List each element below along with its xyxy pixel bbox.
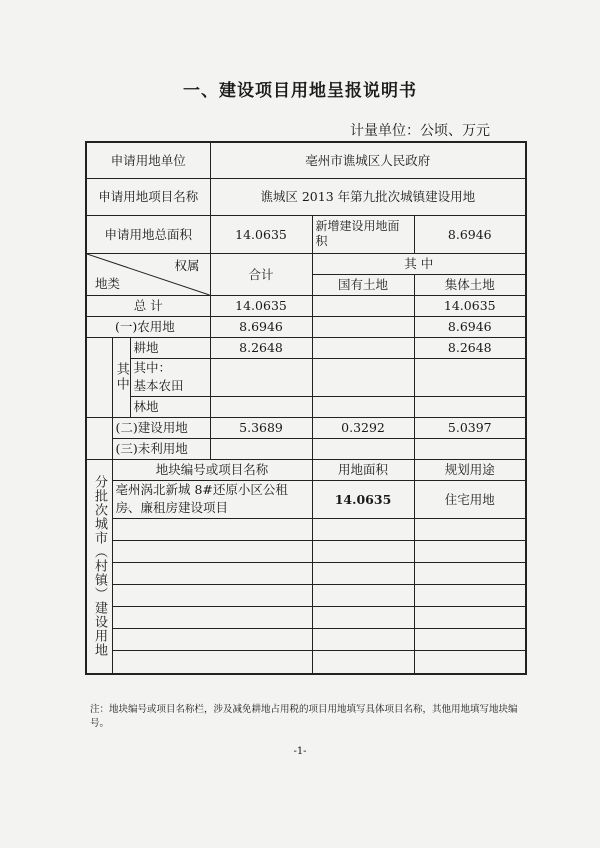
state-land-header: 国有土地 xyxy=(312,274,414,295)
project-value: 谯城区 2013 年第九批次城镇建设用地 xyxy=(210,178,526,215)
blank-margin-cell xyxy=(86,438,112,459)
unused-sum xyxy=(210,438,312,459)
land-use-form-table xyxy=(85,141,527,675)
agri-sum: 8.6946 xyxy=(210,316,312,337)
batch-item-name: 亳州涡北新城 8#还原小区公租房、廉租房建设项目 xyxy=(112,480,312,519)
of-which-header: 其 中 xyxy=(312,253,526,274)
ownership-header: 权属 xyxy=(174,257,200,273)
unused-row xyxy=(86,438,526,459)
basic-farmland-collective xyxy=(414,358,526,396)
total-collective: 14.0635 xyxy=(414,295,526,316)
batch-empty-row xyxy=(86,519,526,541)
construction-collective: 5.0397 xyxy=(414,417,526,438)
applicant-row xyxy=(86,142,526,178)
forest-state xyxy=(312,396,414,417)
project-row xyxy=(86,178,526,215)
total-label: 总 计 xyxy=(86,295,210,316)
basic-farmland-label: 其中： 基本农田 xyxy=(130,358,210,396)
construction-row xyxy=(86,417,526,438)
basic-farmland-sum xyxy=(210,358,312,396)
unit-label: 计量单位：公顷、万元 xyxy=(350,123,490,139)
batch-empty-row xyxy=(86,629,526,651)
collective-land-header: 集体土地 xyxy=(414,274,526,295)
new-construction-label: 新增建设用地面积 xyxy=(312,215,414,253)
batch-item-row xyxy=(86,480,526,519)
agri-label: (一)农用地 xyxy=(86,316,210,337)
qizhong-vertical-label: 其中 xyxy=(112,337,130,417)
agri-state xyxy=(312,316,414,337)
page-number: -1- xyxy=(293,746,307,757)
batch-empty-row xyxy=(86,607,526,629)
blank-margin-cell xyxy=(86,417,112,438)
total-area-label: 申请用地总面积 xyxy=(86,215,210,253)
forest-label: 林地 xyxy=(130,396,210,417)
cultivated-label: 耕地 xyxy=(130,337,210,358)
batch-col-name-header: 地块编号或项目名称 xyxy=(112,459,312,480)
footnote: 注：地块编号或项目名称栏，涉及减免耕地占用税的项目用地填写具体项目名称，其他用地填写地块编号。 xyxy=(90,704,518,730)
forest-collective xyxy=(414,396,526,417)
total-column-header: 合计 xyxy=(210,253,312,295)
agri-row xyxy=(86,316,526,337)
total-state xyxy=(312,295,414,316)
batch-empty-row xyxy=(86,563,526,585)
forest-sum xyxy=(210,396,312,417)
total-area-value: 14.0635 xyxy=(210,215,312,253)
project-label: 申请用地项目名称 xyxy=(86,178,210,215)
page-title: 一、建设项目用地呈报说明书 xyxy=(183,81,417,101)
total-sum: 14.0635 xyxy=(210,295,312,316)
landtype-diagonal-header xyxy=(86,253,210,295)
batch-empty-row xyxy=(86,651,526,674)
cultivated-collective: 8.2648 xyxy=(414,337,526,358)
new-construction-value: 8.6946 xyxy=(414,215,526,253)
construction-label: (二)建设用地 xyxy=(112,417,210,438)
batch-col-area-header: 用地面积 xyxy=(312,459,414,480)
batch-empty-row xyxy=(86,541,526,563)
construction-sum: 5.3689 xyxy=(210,417,312,438)
cultivated-sum: 8.2648 xyxy=(210,337,312,358)
cultivated-state xyxy=(312,337,414,358)
construction-state: 0.3292 xyxy=(312,417,414,438)
batch-vertical-label: 分批次城市（村镇）建设用地 xyxy=(86,459,112,674)
landtype-header-row-1 xyxy=(86,253,526,274)
unused-collective xyxy=(414,438,526,459)
total-row xyxy=(86,295,526,316)
unused-label: (三)未利用地 xyxy=(112,438,210,459)
landtype-header: 地类 xyxy=(95,275,121,291)
total-area-row xyxy=(86,215,526,253)
batch-item-use: 住宅用地 xyxy=(414,480,526,519)
forest-row xyxy=(86,396,526,417)
basic-farmland-state xyxy=(312,358,414,396)
blank-margin-cell xyxy=(86,337,112,417)
batch-item-area: 14.0635 xyxy=(312,480,414,519)
batch-empty-row xyxy=(86,585,526,607)
applicant-label: 申请用地单位 xyxy=(86,142,210,178)
agri-collective: 8.6946 xyxy=(414,316,526,337)
applicant-value: 亳州市谯城区人民政府 xyxy=(210,142,526,178)
cultivated-row xyxy=(86,337,526,358)
basic-farmland-row xyxy=(86,358,526,396)
batch-header-row xyxy=(86,459,526,480)
unused-state xyxy=(312,438,414,459)
batch-col-use-header: 规划用途 xyxy=(414,459,526,480)
